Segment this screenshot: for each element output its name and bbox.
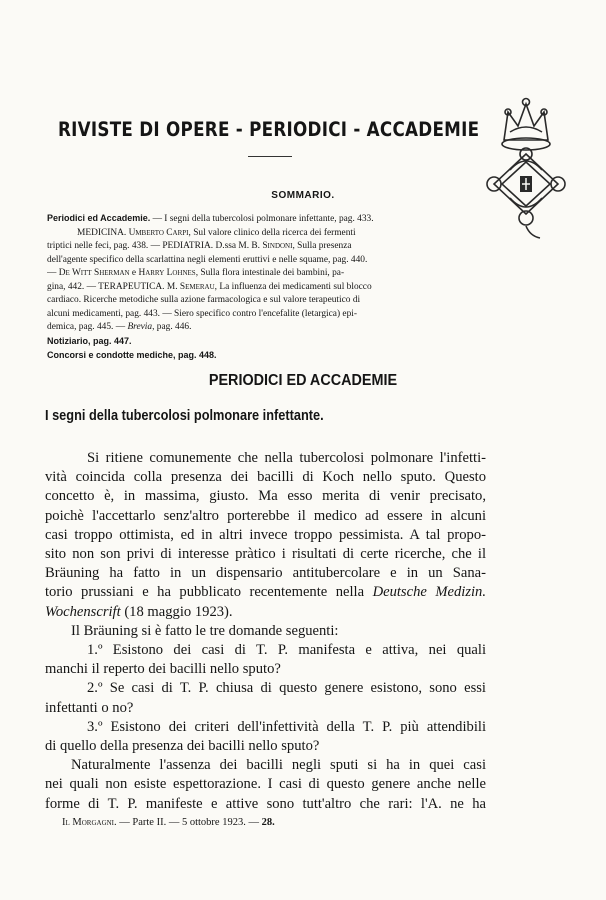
body-line: infettanti o no?: [45, 699, 134, 716]
body-line: Wochenscrift (18 maggio 1923).: [45, 603, 233, 620]
body-line: 3.º Esistono dei criteri dell'infettività della T. P. più attendibili: [87, 718, 486, 735]
summary-line: [47, 335, 487, 350]
summary-line: demica, pag. 445. — Brevia, pag. 446.: [47, 322, 192, 332]
summary-line: — De Witt Sherman e Harry Lohnes, Sulla flora intestinale dei bambini, pa-: [47, 268, 345, 278]
summary-line: gina, 442. — TERAPEUTICA. M. Semerau, La influenza dei medicamenti sul blocco: [47, 281, 372, 292]
summary-line: [47, 349, 487, 364]
body-line: 1.º Esistono dei casi di T. P. manifesta e attiva, nei quali: [87, 642, 486, 659]
body-line: torio prussiani e ha pubblicato recentemente nella Deutsche Medizin.: [45, 584, 486, 601]
body-line: Bräuning ha fatto in un dispensario antitubercolare e in un Sana-: [45, 565, 486, 582]
body-line: forme di T. P. manifeste e attive sono tutt'altro che rari: l'A. ne ha: [45, 795, 486, 812]
body-line: vità coincida colla presenza dei bacilli di Koch nello sputo. Questo: [45, 469, 486, 486]
summary-line: cardiaco. Ricerche metodiche sulla azione farmacologica e sul valore terapeutico di: [47, 295, 361, 305]
crown-emblem-icon: [480, 92, 572, 244]
summary-label: Notiziario, pag. 447.: [47, 335, 132, 346]
section-title: PERIODICI ED ACCADEMIE: [208, 372, 398, 389]
body-line: casi troppo ottimista, ed in altri invece troppo pessimista. A tal propo-: [45, 526, 486, 543]
journal-name: Il Morgagni.: [62, 817, 117, 828]
body-line: Si ritiene comunemente che nella tubercolosi polmonare l'infetti-: [87, 450, 486, 466]
summary-line: triptici nelle feci, pag. 438. — PEDIATRIA. D.ssa M. B. Sindoni, Sulla presenza: [47, 241, 352, 251]
body-line: Il Bräuning si è fatto le tre domande seguenti:: [71, 622, 339, 639]
summary-line: Periodici ed Accademie. — I segni della tubercolosi polmonare infettante, pag. 433.: [47, 213, 374, 224]
author-name: Umberto Carpi: [128, 227, 189, 238]
author-name: Harry Lohnes: [138, 268, 196, 278]
summary-line: dell'agente specifico della scarlattina negli elementi eruttivi e nelle squame, pag. 440.: [47, 254, 368, 265]
page-title: RIVISTE DI OPERE - PERIODICI - ACCADEMIE: [58, 118, 480, 141]
body-line: concetto è, in massima, giusto. Ma esso merita di venir precisato,: [45, 488, 486, 505]
summary-line: alcuni medicamenti, pag. 443. — Siero specifico contro l'encefalite (letargica) epi-: [47, 308, 357, 319]
body-line: manchi il reperto dei bacilli nello sputo?: [45, 661, 281, 678]
body-line: poichè l'accettarlo senz'altro porterebbe il medico ad essere in alcuni: [45, 507, 486, 524]
body-line: Naturalmente l'assenza dei bacilli negli sputi si ha in quei casi: [71, 757, 486, 774]
title-divider: [248, 156, 292, 157]
article-title: I segni della tubercolosi polmonare infettante.: [45, 408, 324, 424]
summary-heading: SOMMARIO.: [271, 190, 335, 201]
article-body: [45, 449, 486, 814]
body-line: sito non son privi di interesse pràtico i risultati di certe ricerche, che il: [45, 546, 486, 563]
body-line: di quello della presenza dei bacilli nello sputo?: [45, 738, 320, 755]
body-line: 2.º Se casi di T. P. chiusa di questo genere esistono, sono essi: [87, 680, 486, 697]
summary-label: Periodici ed Accademie.: [47, 213, 151, 223]
summary-line: MEDICINA. Umberto Carpi, Sul valore clinico della ricerca dei fermenti: [77, 227, 356, 238]
page-footer: Il Morgagni. — Parte II. — 5 ottobre 1923. — 28.: [62, 817, 275, 828]
author-name: De Witt Sherman: [58, 268, 130, 278]
sheet-number: 28.: [261, 817, 275, 828]
summary-block: [47, 212, 487, 364]
author-name: M. Semerau: [166, 281, 215, 292]
author-name: M. B. Sindoni: [238, 241, 293, 251]
summary-label: Concorsi e condotte mediche, pag. 448.: [47, 350, 217, 360]
body-line: nei quali non esiste espettorazione. I casi di questo genere anche nelle: [45, 776, 486, 793]
